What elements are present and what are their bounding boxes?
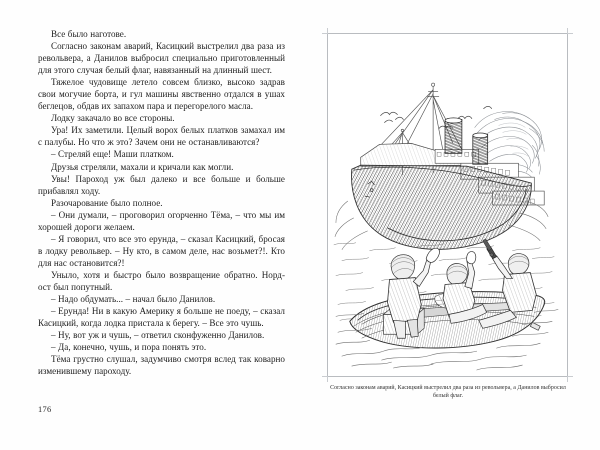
paragraph-dialog: – Они думали, – проговорил огорченно Тёма, – что мы им хорошей дороги желаем. <box>38 209 285 232</box>
illustration-frame <box>327 33 568 377</box>
paragraph-dialog: – Стреляй еще! Маши платком. <box>51 149 174 160</box>
paragraph: Согласно законам аварий, Касицкий выстрелил два раза из револьвера, а Данилов выбросил специально приготовленный для этого случая белый флаг, навязанный на длинный шест. <box>38 41 285 76</box>
crop-tick <box>327 376 328 382</box>
paragraph: Разочарование было полное. <box>51 197 163 208</box>
paragraph-dialog: – Ну, вот уж и чушь, – ответил сконфуженно Данилов. <box>51 330 265 341</box>
crop-tick <box>327 28 328 34</box>
paragraph: Увы! Пароход уж был далеко и все больше и больше прибавлял ходу. <box>38 173 285 196</box>
paragraph-dialog: – Я говорил, что все это ерунда, – сказал Касицкий, бросая в лодку револьвер. – Ну кто, в самом деле, нас возьмет?!. Кто для нас остановится?! <box>38 233 285 268</box>
page-number: 176 <box>38 405 52 414</box>
paragraph-dialog: – Да, конечно, чушь, и пора понять это. <box>51 342 207 353</box>
illustration-page <box>300 0 600 450</box>
paragraph: Тяжелое чудовище летело совсем близко, высоко задрав свои могучие борта, и гул машины явственно отдался в ушах беглецов, обдав их запахом пара и перегорелого масла. <box>38 77 285 112</box>
body-text-column <box>38 28 285 377</box>
paragraph: Лодку закачало во все стороны. <box>51 113 175 124</box>
waving-hand <box>467 252 476 264</box>
paragraph: Ура! Их заметили. Целый ворох белых платков замахал им с палубы. Но что ж это? Зачем они не останавливаются? <box>38 125 285 148</box>
illustration-drawing <box>328 34 567 376</box>
paragraph: Друзья стреляли, махали и кричали как могли. <box>51 161 234 172</box>
paragraph: Уныло, хотя и быстро было возвращение обратно. Норд-ост был попутный. <box>38 269 285 292</box>
crop-tick <box>567 376 568 382</box>
paragraph-dialog: – Ерунда! Ни в какую Америку я больше не поеду, – сказал Касицкий, когда лодка пристала к берегу. – Все это чушь. <box>38 306 285 329</box>
paragraph-dialog: – Надо обдумать... – начал было Данилов. <box>51 294 216 305</box>
paragraph: Тёма грустно слушал, задумчиво смотря вслед так коварно изменившему пароходу. <box>38 354 285 377</box>
illustration-caption: Согласно законам аварий, Касицкий выстрелил два раза из револьвера, а Данилов выбросил белый флаг. <box>330 385 566 400</box>
paragraph: Все было наготове. <box>51 29 127 39</box>
crop-tick <box>567 28 568 34</box>
